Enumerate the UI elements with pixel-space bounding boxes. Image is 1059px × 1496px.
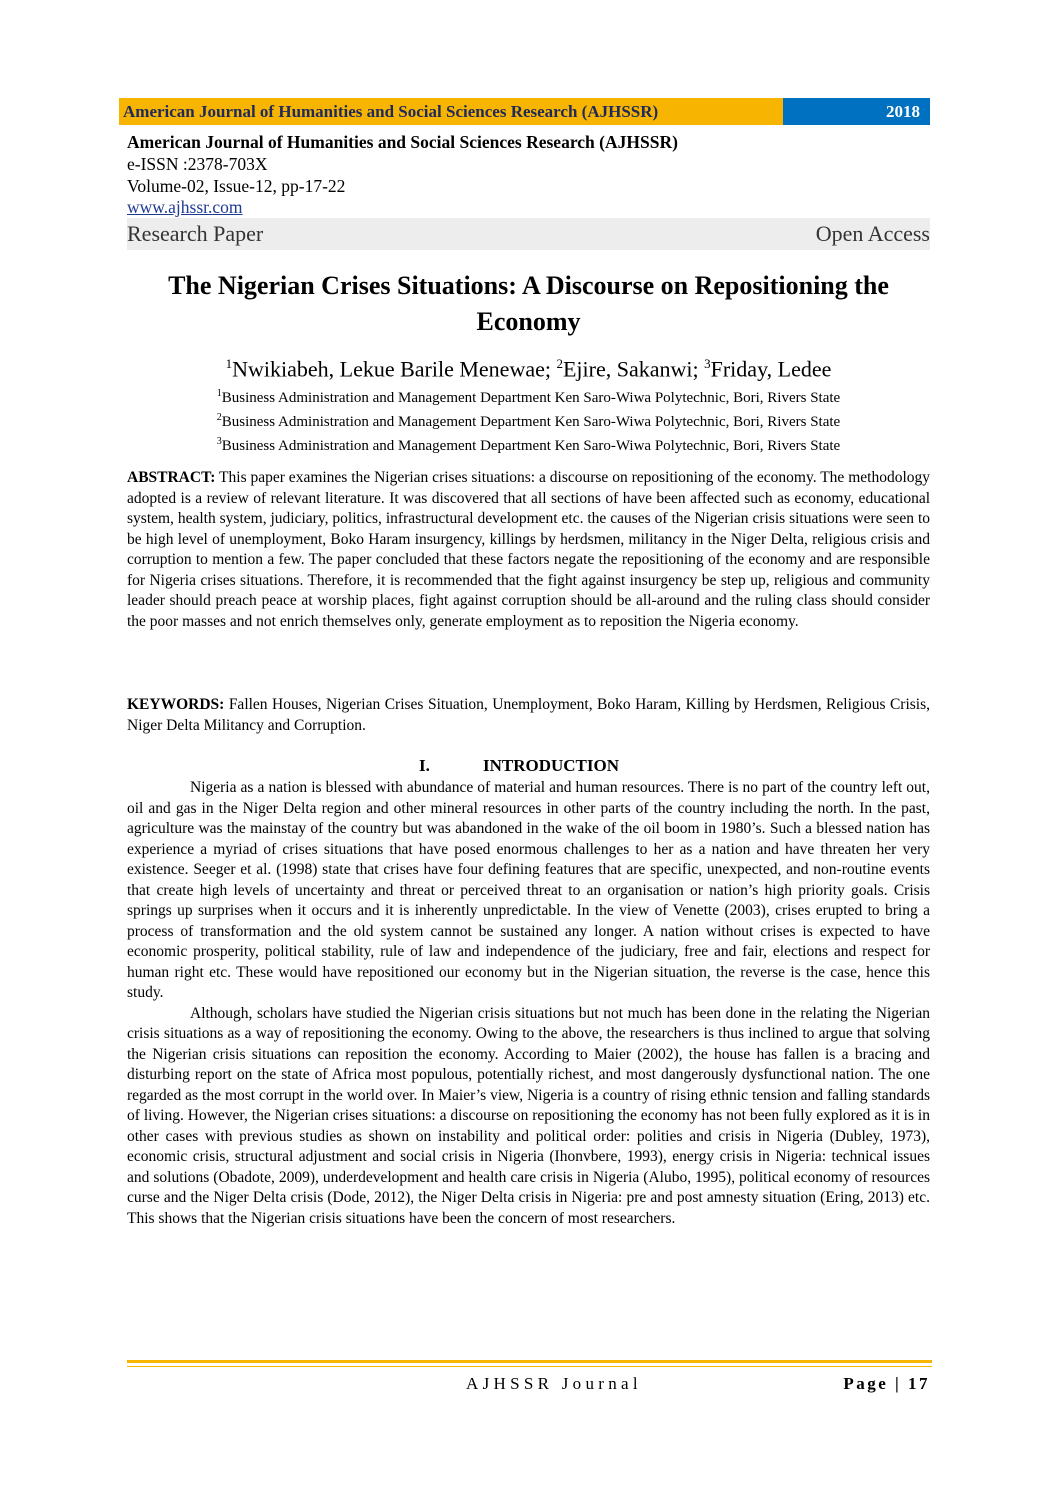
abstract	[127, 468, 930, 632]
banner-year: 2018	[783, 98, 930, 125]
keywords-text: Fallen Houses, Nigerian Crises Situation, Unemployment, Boko Haram, Killing by Herdsmen, Religious Crisis, Niger Delta Militancy and Corruption.	[127, 696, 930, 734]
introduction-body	[127, 778, 930, 1229]
affiliation	[127, 408, 930, 432]
paper-type: Research Paper	[127, 221, 264, 246]
section-number: I.	[419, 756, 430, 775]
access-type: Open Access	[815, 221, 930, 246]
abstract-text: This paper examines the Nigerian crises situations: a discourse on repositioning of the economy. The methodology adopted is a review of relevant literature. It was discovered that all sections of have been affected such as economy, educational system, health system, judiciary, politics, infrastructural development etc. the causes of the Nigerian crisis situations were seen to be high level of unemployment, Boko Haram insurgency, killings by herdsmen, militancy in the Niger Delta, religious crisis and corruption to mention a few. The paper concluded that these factors negate the repositioning of the economy and are responsible for Nigeria crises situations. Therefore, it is recommended that the fight against insurgency be step up, religious and community leader should preach peace at worship places, fight against corruption should be all-around and the ruling class should consider the poor masses and not enrich themselves only, generate employment as to reposition the Nigeria economy.	[127, 469, 930, 630]
author-superscript: 2	[556, 356, 563, 371]
paragraph: Nigeria as a nation is blessed with abundance of material and human resources. There is no part of the country left out, oil and gas in the Niger Delta region and other mineral resources in other parts of the country including the north. In the past, agriculture was the mainstay of the country but was abandoned in the wake of the oil boom in 1980’s. Such a blessed nation has experience a myriad of crises situations that have posed enormous challenges to her as a nation and have threaten her very existence. Seeger et al. (1998) state that crises have four defining features that are specific, unexpected, and non-routine events that create high levels of uncertainty and threat or perceived threat to an organisation or nation’s high priority goals. Crisis springs up surprises when it occurs and it is inherently unpredictable. In the view of Venette (2003), crises erupted to bring a process of transformation and the old system cannot be sustained any longer. A nation without crises is expected to have economic prosperity, political stability, rule of law and independence of the judiciary, free and fair, elections and respect for human right etc. These would have repositioned our economy but in the Nigerian situation, the reverse is the case, hence this study.	[127, 779, 930, 1001]
journal-banner	[119, 98, 930, 125]
issn: e-ISSN :2378-703X	[127, 154, 268, 174]
volume-issue: Volume-02, Issue-12, pp-17-22	[127, 176, 346, 196]
affiliation-text: Business Administration and Management Department Ken Saro-Wiwa Polytechnic, Bori, Rivers State	[221, 438, 841, 454]
affiliation-superscript: 1	[216, 388, 222, 399]
journal-meta	[127, 131, 932, 217]
affiliation-superscript: 3	[216, 436, 222, 447]
author-superscript: 3	[704, 356, 711, 371]
abstract-label: ABSTRACT:	[127, 469, 216, 486]
paper-type-bar	[127, 218, 930, 250]
keywords	[127, 695, 930, 736]
author-name: Friday, Ledee	[710, 356, 832, 382]
section-heading	[127, 756, 930, 778]
footer-rule	[127, 1360, 932, 1363]
author-name: Nwikiabeh, Lekue Barile Menewae;	[232, 356, 551, 382]
paper-title: The Nigerian Crises Situations: A Discourse on Repositioning the Economy	[168, 271, 889, 336]
author-superscript: 1	[225, 356, 233, 371]
footer-page-number: Page | 17	[843, 1374, 930, 1393]
affiliation	[127, 432, 930, 456]
affiliation-text: Business Administration and Management Department Ken Saro-Wiwa Polytechnic, Bori, Rivers State	[221, 390, 841, 406]
keywords-label: KEYWORDS:	[127, 696, 225, 713]
section-title: INTRODUCTION	[483, 756, 620, 775]
footer-rule-thin	[127, 1366, 932, 1367]
journal-name: American Journal of Humanities and Social Sciences Research (AJHSSR)	[127, 132, 678, 152]
footer-journal-name: AJHSSR Journal	[466, 1374, 642, 1393]
banner-journal-name: American Journal of Humanities and Social Sciences Research (AJHSSR)	[119, 98, 783, 125]
author-name: Ejire, Sakanwi;	[562, 356, 699, 382]
affiliation	[127, 384, 930, 408]
affiliation-superscript: 2	[216, 412, 222, 423]
affiliation-text: Business Administration and Management Department Ken Saro-Wiwa Polytechnic, Bori, Rivers State	[221, 414, 841, 430]
affiliation-list	[127, 384, 930, 456]
journal-website-link[interactable]: www.ajhssr.com	[127, 197, 243, 217]
paragraph: Although, scholars have studied the Nigerian crisis situations but not much has been done in the relating the Nigerian crisis situations as a way of repositioning the economy. Owing to the above, the researchers is thus inclined to argue that solving the Nigerian crisis situations can reposition the economy. According to Maier (2002), the house has fallen is a bracing and disturbing report on the state of Africa most populous, potentially richest, and most dangerously dysfunctional nation. The one regarded as the most corrupt in the world over. In Maier’s view, Nigeria is a country of rising ethnic tension and falling standards of living. However, the Nigerian crises situations: a discourse on repositioning the economy has not been fully explored as it is in other cases with previous studies as shown on instability and political order: polities and crisis in Nigeria (Dubley, 1973), economic crisis, structural adjustment and social crisis in Nigeria (Ihonvbere, 1993), energy crisis in Nigeria: technical issues and solutions (Obadote, 2009), underdevelopment and health care crisis in Nigeria (Alubo, 1995), political economy of resources curse and the Niger Delta crisis (Dode, 2012), the Niger Delta crisis in Nigeria: pre and post amnesty situation (Ering, 2013) etc. This shows that the Nigerian crisis situations have been the concern of most researchers.	[127, 1004, 930, 1227]
author-list	[127, 349, 930, 384]
